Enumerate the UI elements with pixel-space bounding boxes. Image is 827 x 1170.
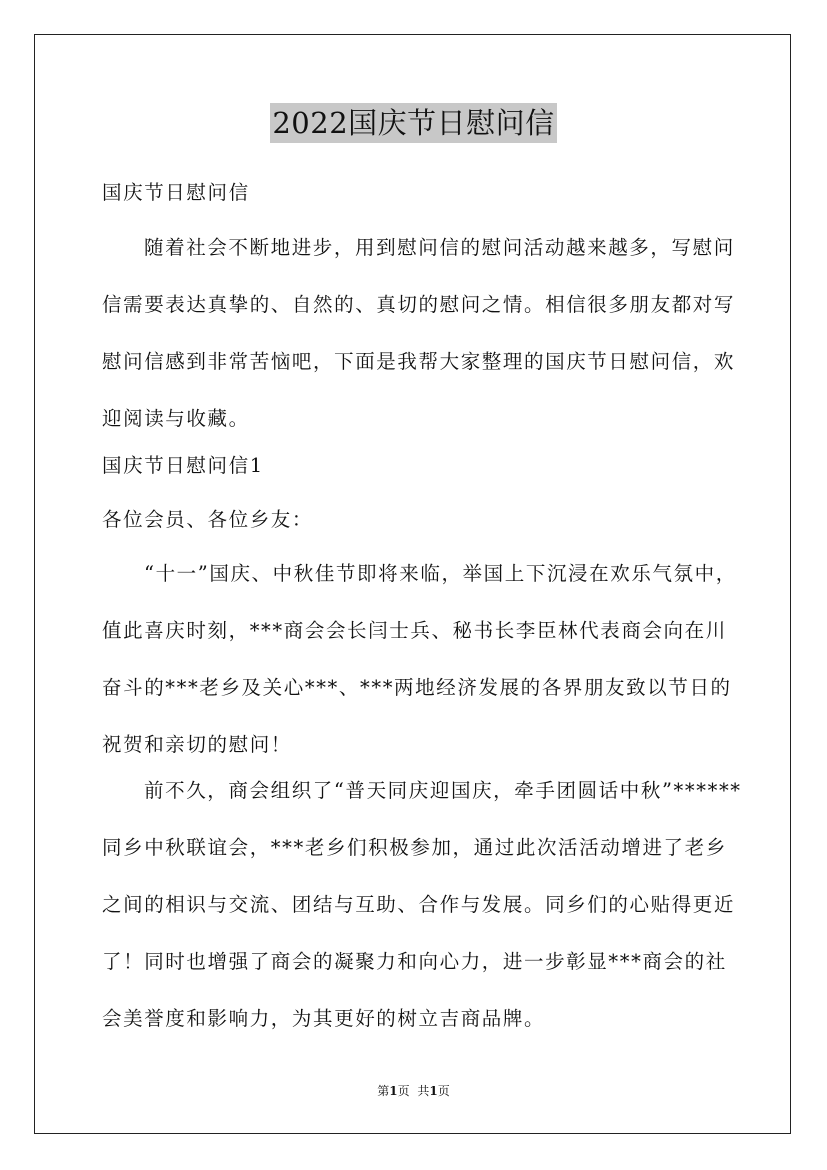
- page-current: 1: [389, 1084, 398, 1098]
- page-footer: [0, 1082, 827, 1100]
- subtitle: 国庆节日慰问信: [102, 181, 250, 204]
- page-suffix: 页: [397, 1084, 410, 1098]
- total-suffix: 页: [437, 1084, 450, 1098]
- intro-paragraph: 随着社会不断地进步，用到慰问信的慰问活动越来越多，写慰问信需要表达真挚的、自然的、真切的慰问之情。相信很多朋友都对写慰问信感到非常苦恼吧，下面是我帮大家整理的国庆节日慰问信，欢迎阅读与收藏。: [102, 236, 736, 430]
- document-title: 2022国庆节日慰问信: [270, 103, 556, 143]
- salutation: 各位会员、各位乡友：: [102, 508, 314, 531]
- title-container: [0, 103, 827, 143]
- body-paragraph-1: “十一”国庆、中秋佳节即将来临，举国上下沉浸在欢乐气氛中，值此喜庆时刻，***商会会长闫士兵、秘书长李臣林代表商会向在川奋斗的***老乡及关心***、***两地经济发展的各界朋友致以节日的祝贺和亲切的慰问！: [102, 562, 737, 756]
- total-prefix: 共: [417, 1084, 430, 1098]
- section-heading: 国庆节日慰问信1: [102, 454, 264, 477]
- page-prefix: 第: [377, 1084, 390, 1098]
- body-paragraph-2: 前不久，商会组织了“普天同庆迎国庆，牵手团圆话中秋”******同乡中秋联谊会，***老乡们积极参加，通过此次活活动增进了老乡之间的相识与交流、团结与互助、合作与发展。同乡们的心贴得更近了！同时也增强了商会的凝聚力和向心力，进一步彰显***商会的社会美誉度和影响力，为其更好的树立吉商品牌。: [102, 779, 742, 1030]
- page-total: 1: [429, 1084, 438, 1098]
